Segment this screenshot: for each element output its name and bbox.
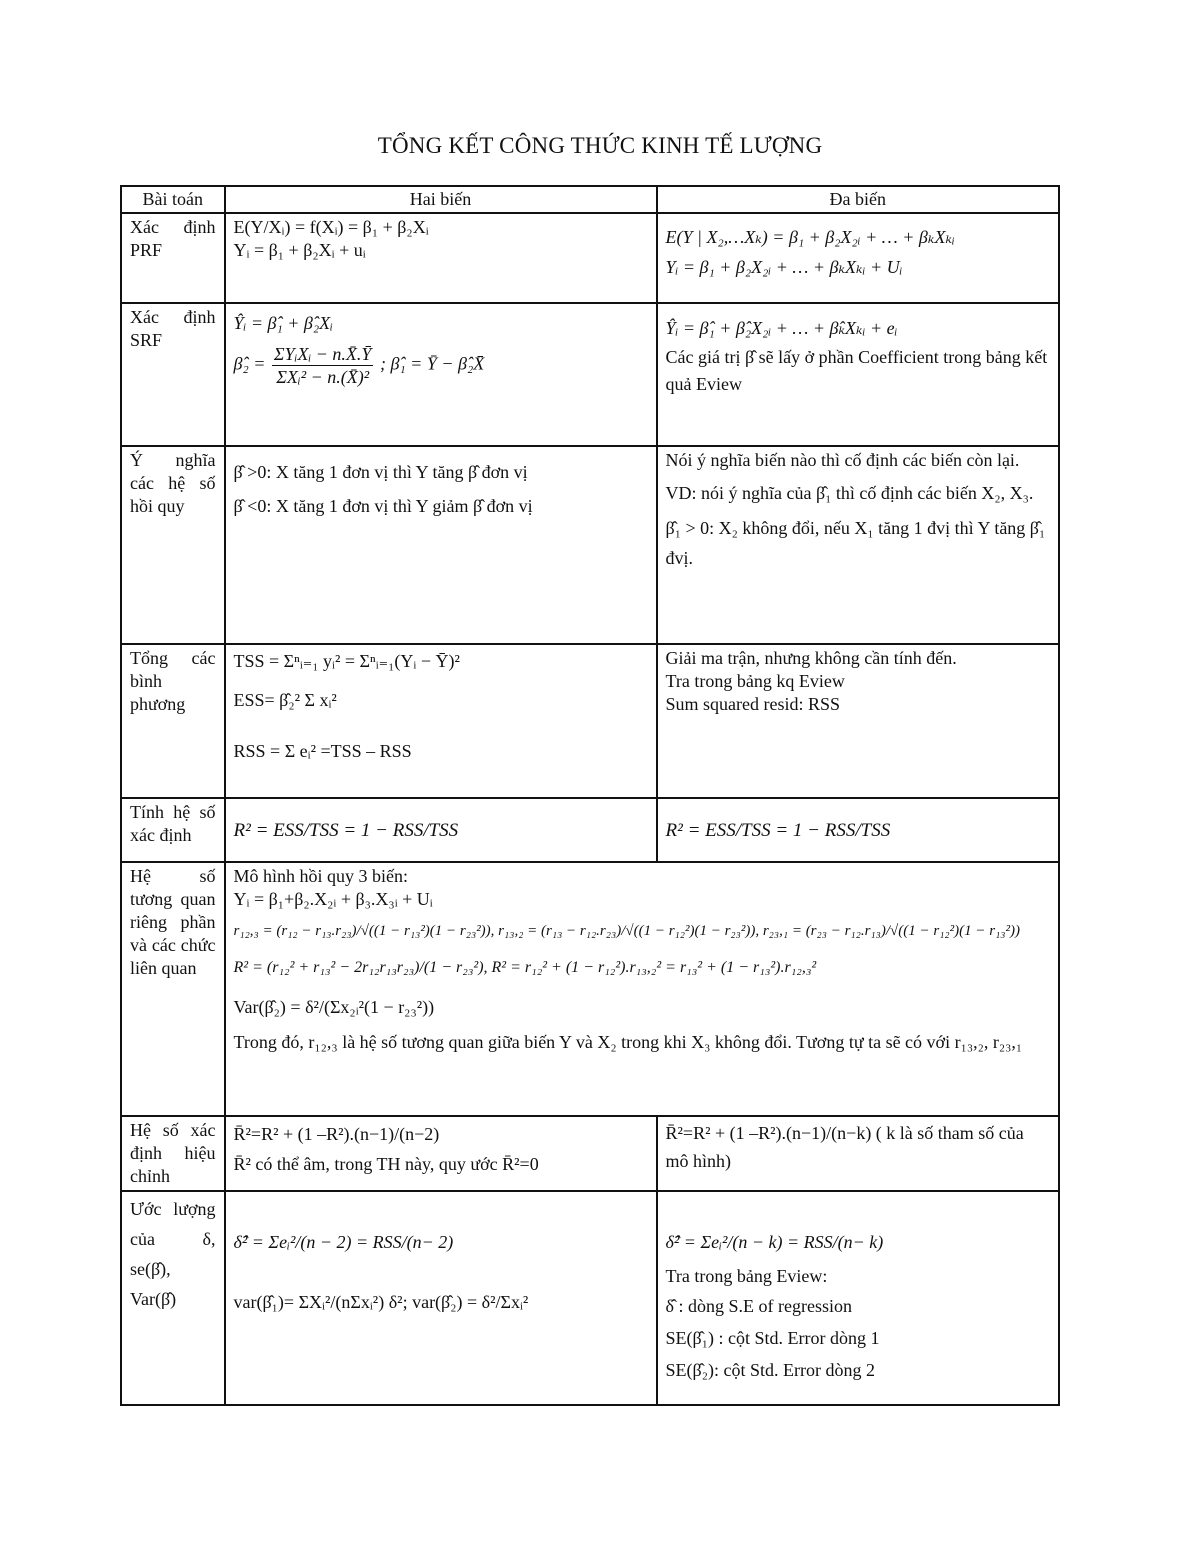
- partial-line-2: Yᵢ = β₁+β₂.X₂ᵢ + β₃.X₃ᵢ + Uᵢ: [233, 889, 433, 909]
- row-srf: [121, 303, 1059, 446]
- label-meaning: Ý nghĩa các hệ số hồi quy: [121, 446, 225, 644]
- label-srf: Xác định SRF: [121, 303, 225, 446]
- r2-multi: R² = ESS/TSS = 1 − RSS/TSS: [657, 798, 1059, 862]
- label-r-squared: Tính hệ số xác định: [121, 798, 225, 862]
- meaning-two: [225, 446, 657, 644]
- srf-beta2-fraction: [272, 343, 374, 388]
- formula-table: [120, 185, 1060, 1406]
- est-multi-line-3: δ̂ : dòng S.E of regression: [665, 1296, 852, 1316]
- label-estimates: Ước lượng của δ, se(β̂), Var(β̂): [121, 1191, 225, 1405]
- est-multi-line-2: Tra trong bảng Eview:: [665, 1266, 828, 1286]
- meaning-two-line-2: β̂ <0: X tăng 1 đơn vị thì Y giảm β̂ đơn vị: [233, 496, 533, 516]
- header-row: [121, 186, 1059, 213]
- header-problem: Bài toán: [121, 186, 225, 213]
- srf-two: [225, 303, 657, 446]
- adj-two-line-1: R̄²=R² + (1 –R²).(n−1)/(n−2): [233, 1124, 440, 1144]
- ss-multi-line-1: Giải ma trận, nhưng không cần tính đến.: [665, 648, 957, 668]
- partial-line-1: Mô hình hồi quy 3 biến:: [233, 866, 409, 886]
- est-two: [225, 1191, 657, 1405]
- row-adjusted-r-squared: [121, 1116, 1059, 1191]
- prf-multi-line-1: E(Y | X₂,…Xₖ) = β₁ + β₂X₂ᵢ + … + βₖXₖᵢ: [665, 227, 955, 247]
- srf-beta2-numerator: ΣYᵢXᵢ − n.X̄.Ȳ: [273, 344, 372, 364]
- label-prf: Xác định PRF: [121, 213, 225, 303]
- partial-line-3: r₁₂,₃ = (r₁₂ − r₁₃.r₂₃)/√((1 − r₁₃²)(1 − r₂₃²)), r₁₃,₂ = (r₁₃ − r₁₂.r₂₃)/√((1 − r₁₂²)(1 − r₂₃²)), r₂₃,₁ = (r₂₃ − r₁₂.r₁₃)/√((1 − r₁₂²)(1 − r₁₃²)): [233, 923, 1020, 939]
- row-estimates: [121, 1191, 1059, 1405]
- r2-two: R² = ESS/TSS = 1 − RSS/TSS: [225, 798, 657, 862]
- ss-two: [225, 644, 657, 798]
- ss-tss: TSS = Σⁿᵢ₌₁ yᵢ² = Σⁿᵢ₌₁(Yᵢ − Ȳ)²: [233, 651, 460, 671]
- est-multi-line-5: SE(β̂₂): cột Std. Error dòng 2: [665, 1360, 875, 1380]
- srf-beta1: ; β̂₁ = Ȳ − β̂₂X̄: [379, 353, 485, 374]
- est-two-line-2: var(β̂₁)= ΣXᵢ²/(nΣxᵢ²) δ²; var(β̂₂) = δ²/Σxᵢ²: [233, 1292, 529, 1312]
- est-multi: [657, 1191, 1059, 1405]
- prf-multi-line-2: Yᵢ = β₁ + β₂X₂ᵢ + … + βₖXₖᵢ + Uᵢ: [665, 257, 903, 277]
- srf-multi-line-2: Các giá trị β̂ sẽ lấy ở phần Coefficient trong bảng kết quả Eview: [665, 347, 1048, 394]
- partial-line-6: Trong đó, r₁₂,₃ là hệ số tương quan giữa biến Y và X₂ trong khi X₃ không đổi. Tương tự ta sẽ có với r₁₃,₂, r₂₃,₁: [233, 1032, 1023, 1052]
- prf-two: [225, 213, 657, 303]
- meaning-multi-line-3: β̂₁ > 0: X₂ không đổi, nếu X₁ tăng 1 đvị thì Y tăng β̂₁ đvị.: [665, 518, 1046, 568]
- prf-two-line-1: E(Y/Xᵢ) = f(Xᵢ) = β₁ + β₂Xᵢ: [233, 217, 429, 237]
- srf-beta2-lhs: β̂₂ =: [233, 353, 270, 374]
- ss-multi: [657, 644, 1059, 798]
- page-title: TỔNG KẾT CÔNG THỨC KINH TẾ LƯỢNG: [377, 133, 823, 158]
- est-multi-line-4: SE(β̂₁) : cột Std. Error dòng 1: [665, 1328, 880, 1348]
- ss-rss: RSS = Σ eᵢ² =TSS – RSS: [233, 741, 412, 761]
- est-two-line-1: δ̂² = Σeᵢ²/(n − 2) = RSS/(n− 2): [233, 1232, 454, 1252]
- row-sum-squares: [121, 644, 1059, 798]
- label-partial-correlation: Hệ số tương quan riêng phần và các chức liên quan: [121, 862, 225, 1116]
- ss-multi-line-3: Sum squared resid: RSS: [665, 694, 841, 714]
- adj-multi-line-1: R̄²=R² + (1 –R²).(n−1)/(n−k) ( k là số tham số của mô hình): [665, 1123, 1024, 1171]
- ss-ess: ESS= β̂₂² Σ xᵢ²: [233, 690, 337, 710]
- meaning-two-line-1: β̂ >0: X tăng 1 đơn vị thì Y tăng β̂ đơn vị: [233, 462, 528, 482]
- srf-multi: [657, 303, 1059, 446]
- prf-two-line-2: Yᵢ = β₁ + β₂Xᵢ + uᵢ: [233, 240, 366, 260]
- ss-multi-line-2: Tra trong bảng kq Eview: [665, 671, 845, 691]
- srf-multi-line-1: Ŷᵢ = β̂₁ + β̂₂X₂ᵢ + … + β̂ₖXₖᵢ + eᵢ: [665, 318, 898, 338]
- row-meaning: [121, 446, 1059, 644]
- row-partial-correlation: [121, 862, 1059, 1116]
- partial-line-5: Var(β̂₂) = δ²/(Σx₂ᵢ²(1 − r₂₃²)): [233, 997, 435, 1017]
- est-multi-line-1: δ̂² = Σeᵢ²/(n − k) = RSS/(n− k): [665, 1232, 884, 1252]
- adj-two-line-2: R̄² có thể âm, trong TH này, quy ước R̄²=0: [233, 1154, 539, 1174]
- header-two-variable: Hai biến: [225, 186, 657, 213]
- adj-two: [225, 1116, 657, 1191]
- srf-beta2-formula: [234, 343, 648, 388]
- meaning-multi-line-1: Nói ý nghĩa biến nào thì cố định các biến còn lại.: [665, 450, 1020, 470]
- row-r-squared: [121, 798, 1059, 862]
- prf-multi: [657, 213, 1059, 303]
- srf-two-line-1: Ŷᵢ = β̂₁ + β̂₂Xᵢ: [233, 313, 333, 333]
- adj-multi: [657, 1116, 1059, 1191]
- header-multi-variable: Đa biến: [657, 186, 1059, 213]
- meaning-multi: [657, 446, 1059, 644]
- meaning-multi-line-2: VD: nói ý nghĩa của β̂₁ thì cố định các biến X₂, X₃.: [665, 483, 1034, 503]
- partial-line-4: R² = (r₁₂² + r₁₃² − 2r₁₂r₁₃r₂₃)/(1 − r₂₃²), R² = r₁₂² + (1 − r₁₂²).r₁₃,₂² = r₁₃² + (1 − r₁₃²).r₁₂,₃²: [233, 959, 817, 976]
- partial-content: [225, 862, 1059, 1116]
- label-adjusted-r-squared: Hệ số xác định hiệu chỉnh: [121, 1116, 225, 1191]
- row-prf: [121, 213, 1059, 303]
- label-sum-squares: Tổng các bình phương: [121, 644, 225, 798]
- srf-beta2-denominator: ΣXᵢ² − n.(X̄)²: [276, 367, 370, 387]
